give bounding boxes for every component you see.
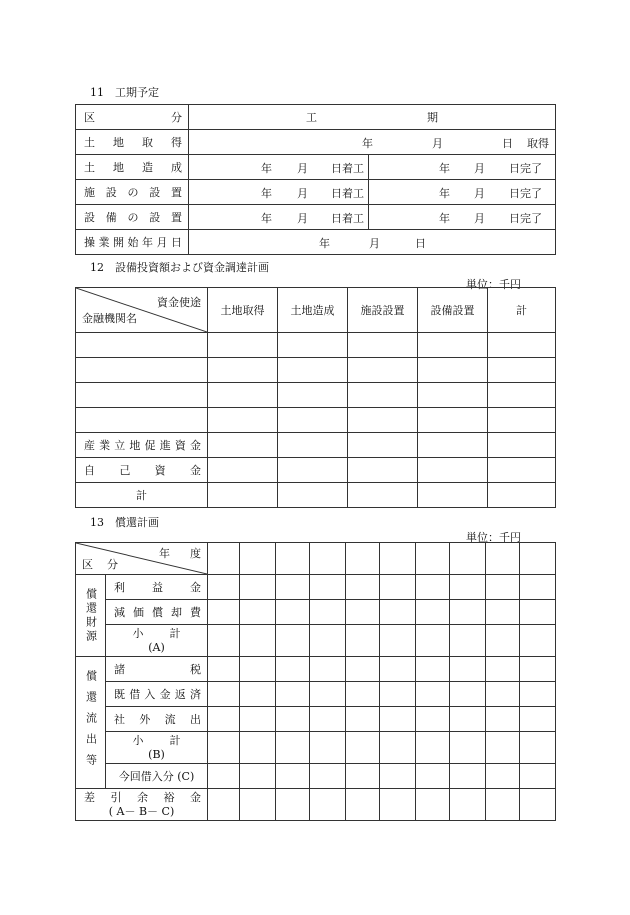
row-label-land-acquisition: 土 地 取 得 bbox=[76, 130, 189, 155]
equipment-installation-end: 年 月 日完了 bbox=[369, 205, 556, 230]
table-row bbox=[76, 358, 556, 383]
row-label-facility-installation: 施 設 の 設 置 bbox=[76, 180, 189, 205]
row-label-existing-loan-repayment: 既 借 入 金 返 済 bbox=[106, 682, 208, 707]
col-total: 計 bbox=[488, 288, 556, 333]
table-row bbox=[76, 333, 556, 358]
row-label-industrial-fund: 産 業 立 地 促 進 資 金 bbox=[76, 433, 208, 458]
land-development-end: 年 月 日完了 bbox=[369, 155, 556, 180]
row-label-external-outflow: 社 外 流 出 bbox=[106, 707, 208, 732]
section-11-heading: 11 工期予定 bbox=[90, 86, 159, 99]
section-13-unit: 単位：千円 bbox=[466, 531, 521, 544]
col-land-acquisition: 土地取得 bbox=[208, 288, 278, 333]
row-label-subtotal-a: 小 計 (A) bbox=[106, 625, 208, 657]
facility-installation-start: 年 月 日着工 bbox=[189, 180, 369, 205]
investment-corner-cell: 資金使途 金融機関名 bbox=[76, 288, 208, 333]
section-12-unit: 単位：千円 bbox=[466, 278, 521, 291]
row-label-total: 計 bbox=[76, 483, 208, 508]
row-label-balance: 差 引 余 裕 金 ( A－ B－ C) bbox=[76, 789, 208, 821]
table-row bbox=[76, 383, 556, 408]
col-equipment-installation: 設備設置 bbox=[418, 288, 488, 333]
section-12-heading: 12 設備投資額および資金調達計画 bbox=[90, 261, 269, 274]
equipment-installation-start: 年 月 日着工 bbox=[189, 205, 369, 230]
row-label-profit: 利 益 金 bbox=[106, 575, 208, 600]
schedule-header-period: 工 期 bbox=[189, 105, 556, 130]
col-land-development: 土地造成 bbox=[278, 288, 348, 333]
row-label-current-borrowing: 今回借入分 (C) bbox=[106, 764, 208, 789]
operation-start-date: 年 月 日 bbox=[189, 230, 556, 255]
group-repayment-outflows: 償還流出等 bbox=[76, 657, 106, 789]
land-acquisition-date: 年 月 日 取得 bbox=[189, 130, 556, 155]
col-facility-installation: 施設設置 bbox=[348, 288, 418, 333]
table-row bbox=[76, 408, 556, 433]
investment-table bbox=[75, 287, 556, 508]
schedule-table bbox=[75, 104, 556, 255]
row-label-operation-start: 操 業 開 始 年 月 日 bbox=[76, 230, 189, 255]
schedule-header-category: 区 分 bbox=[76, 105, 189, 130]
row-label-depreciation: 減 価 償 却 費 bbox=[106, 600, 208, 625]
row-label-subtotal-b: 小 計 (B) bbox=[106, 732, 208, 764]
section-13-heading: 13 償還計画 bbox=[90, 516, 159, 529]
row-label-own-funds: 自 己 資 金 bbox=[76, 458, 208, 483]
repayment-table bbox=[75, 542, 556, 821]
repayment-corner-cell: 年 度 区 分 bbox=[76, 543, 208, 575]
facility-installation-end: 年 月 日完了 bbox=[369, 180, 556, 205]
row-label-equipment-installation: 設 備 の 設 置 bbox=[76, 205, 189, 230]
row-label-taxes: 諸 税 bbox=[106, 657, 208, 682]
land-development-start: 年 月 日着工 bbox=[189, 155, 369, 180]
row-label-land-development: 土 地 造 成 bbox=[76, 155, 189, 180]
group-repayment-sources: 償還財源 bbox=[76, 575, 106, 657]
